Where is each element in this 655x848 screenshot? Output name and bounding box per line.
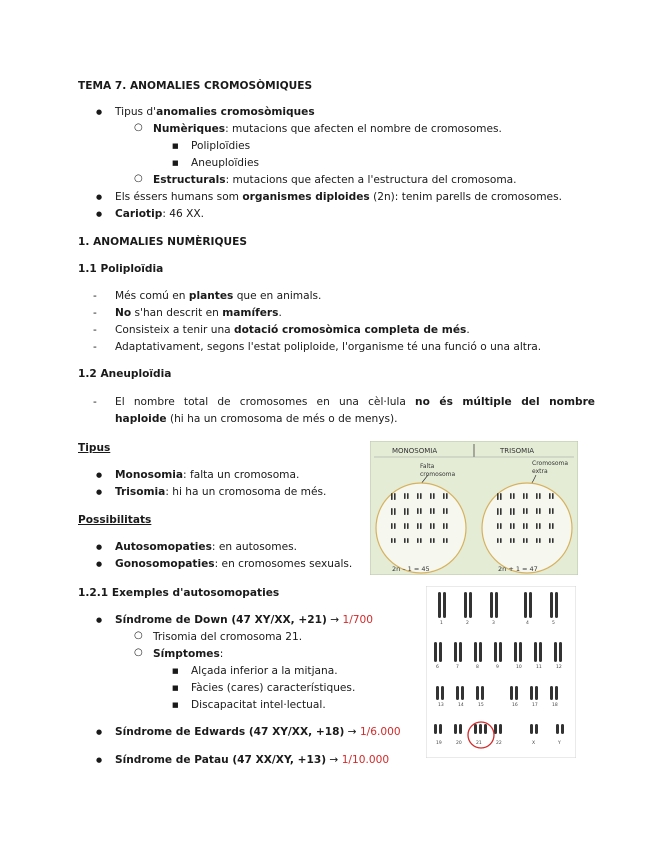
chromosome: [524, 592, 527, 618]
mini-chromosome: [513, 538, 515, 543]
bullet-autosomopaties: [115, 541, 297, 553]
chromosome: [459, 724, 462, 734]
mini-chromosome: [391, 508, 393, 515]
fig-left-note: Falta cromosoma: [420, 463, 456, 478]
chromosome: [454, 724, 457, 734]
mini-chromosome: [443, 538, 445, 543]
chromosome: [515, 686, 518, 700]
chromosome: [554, 642, 557, 662]
mini-chromosome: [430, 538, 432, 543]
mini-chromosome: [430, 523, 432, 529]
mini-chromosome: [526, 508, 528, 514]
mini-chromosome: [446, 508, 448, 514]
text: (hi ha un cromosoma de més o de menys).: [166, 413, 398, 425]
mini-chromosome: [430, 493, 432, 499]
chromosome-label: 17: [532, 703, 538, 708]
text-bold: Numèriques: [153, 123, 226, 135]
text: El nombre total de cromosomes en una cèl·lula: [115, 396, 416, 408]
mini-chromosome: [497, 538, 499, 543]
text: Els éssers humans som: [115, 191, 243, 203]
text: : mutacions que afecten a l'estructura del cromosoma.: [225, 174, 517, 186]
text: Adaptativament, segons l'estat poliploide, l'organisme té una funció o una altra.: [115, 341, 542, 353]
text: Més comú en: [115, 290, 189, 302]
mini-chromosome: [391, 523, 393, 529]
chromosome: [459, 642, 462, 662]
mini-chromosome: [552, 508, 554, 514]
tipus-heading: Tipus: [78, 442, 111, 454]
chromosome-label: 21: [476, 741, 482, 746]
text: :: [219, 648, 224, 660]
bullet-cariotip: [115, 208, 204, 220]
mini-chromosome: [526, 523, 528, 529]
text: : en cromosomes sexuals.: [214, 558, 353, 570]
chromosome: [439, 724, 442, 734]
chromosome-label: 9: [496, 665, 499, 670]
mini-chromosome: [430, 508, 432, 514]
mini-chromosome: [513, 493, 515, 499]
chromosome: [539, 642, 542, 662]
mini-chromosome: [539, 538, 541, 543]
chromosome-label: 5: [552, 621, 555, 626]
chromosome-label: 18: [552, 703, 558, 708]
mini-chromosome: [394, 523, 396, 529]
chromosome-label: 3: [492, 621, 495, 626]
mini-chromosome: [443, 493, 445, 499]
mini-chromosome: [526, 538, 528, 543]
chromosome: [439, 642, 442, 662]
bullet-patau: [115, 754, 389, 766]
text: : mutacions que afecten el nombre de cromosomes.: [225, 123, 502, 135]
mini-chromosome: [394, 538, 396, 543]
text-bold: no és múltiple del nombre: [415, 396, 595, 408]
mini-chromosome: [391, 493, 393, 500]
text-bold: Síndrome de Patau (47 XX/XY, +13): [115, 754, 327, 766]
mini-chromosome: [552, 523, 554, 529]
dash-item: [115, 396, 595, 408]
chromosome: [434, 724, 437, 734]
chromosome: [519, 642, 522, 662]
mini-chromosome: [433, 538, 435, 543]
chromosome: [530, 724, 533, 734]
sub-poliploidies: [191, 140, 250, 152]
sub-estructurals: [153, 174, 517, 186]
mini-chromosome: [552, 493, 554, 499]
text: .: [466, 324, 470, 336]
chromosome: [550, 686, 553, 700]
text: Poliploïdies: [191, 140, 251, 152]
chromosome: [559, 642, 562, 662]
mini-chromosome: [513, 523, 515, 529]
chromosome-label: 16: [512, 703, 518, 708]
text: Discapacitat intel·lectual.: [191, 699, 326, 711]
chromosome: [490, 592, 493, 618]
sub-trisomia21: [153, 631, 302, 643]
text: Tipus d': [115, 106, 157, 118]
chromosome-label: 22: [496, 741, 502, 746]
text: : en autosomes.: [211, 541, 298, 553]
mini-chromosome: [526, 493, 528, 499]
mini-chromosome: [510, 523, 512, 529]
text-bold: mamífers: [222, 307, 279, 319]
text: .: [278, 307, 282, 319]
sub-numeriques: [153, 123, 502, 135]
chromosome-label: 1: [440, 621, 443, 626]
chromosome-label: 8: [476, 665, 479, 670]
mini-chromosome: [523, 508, 525, 514]
mini-chromosome: [552, 538, 554, 543]
fig-left-title: MONOSOMIA: [392, 447, 438, 455]
symptom-item: [191, 665, 338, 677]
mini-chromosome: [404, 523, 406, 529]
chromosome: [479, 724, 482, 734]
mini-chromosome: [549, 493, 551, 499]
chromosome: [436, 686, 439, 700]
chromosome: [441, 686, 444, 700]
chromosome: [456, 686, 459, 700]
mini-chromosome: [549, 538, 551, 543]
monosomy-trisomy-figure: [370, 441, 578, 575]
text-bold: No: [115, 307, 132, 319]
chromosome: [534, 642, 537, 662]
mini-chromosome: [539, 523, 541, 529]
bullet-down: [115, 614, 373, 626]
text-bold: dotació cromosòmica completa de més: [234, 324, 467, 336]
mini-chromosome: [420, 523, 422, 529]
mini-chromosome: [497, 508, 499, 515]
chromosome: [530, 686, 533, 700]
text: Alçada inferior a la mitjana.: [191, 665, 338, 677]
mini-chromosome: [407, 493, 409, 499]
mini-chromosome: [500, 538, 502, 543]
mini-chromosome: [497, 523, 499, 529]
text: s'han descrit en: [131, 307, 223, 319]
sub-aneuploidies: [191, 157, 259, 169]
bullet-anomaly-types: [115, 106, 315, 118]
chromosome-21-extra: [484, 724, 487, 734]
chromosome: [494, 642, 497, 662]
text: Consisteix a tenir una: [115, 324, 235, 336]
text-bold: organismes diploides: [242, 191, 370, 203]
symptom-item: [191, 699, 326, 711]
chromosome: [535, 686, 538, 700]
mini-chromosome: [446, 493, 448, 499]
chromosome-label: 14: [458, 703, 464, 708]
text: Aneuploïdies: [191, 157, 259, 169]
mini-chromosome: [497, 493, 499, 500]
mini-chromosome: [513, 508, 515, 515]
mini-chromosome: [446, 538, 448, 543]
mini-chromosome: [443, 523, 445, 529]
text: : falta un cromosoma.: [183, 469, 300, 481]
chromosome: [510, 686, 513, 700]
mini-chromosome: [407, 538, 409, 543]
mini-chromosome: [391, 538, 393, 543]
mini-chromosome: [536, 538, 538, 543]
down-karyotype-figure: [426, 586, 576, 758]
text-bold: Monosomia: [115, 469, 184, 481]
chromosome: [438, 592, 441, 618]
dash-item-cont: [115, 413, 398, 425]
mini-chromosome: [417, 538, 419, 543]
chromosome: [469, 592, 472, 618]
arrow: →: [344, 726, 360, 738]
sub-simptomes: [153, 648, 223, 660]
mini-chromosome: [536, 508, 538, 514]
chromosome: [474, 724, 477, 734]
bullet-diploids: [115, 191, 562, 203]
dash-item: [115, 324, 470, 336]
text-bold: Síndrome de Down (47 XY/XX, +21): [115, 614, 327, 626]
chromosome-label: 12: [556, 665, 562, 670]
chromosome-label: 11: [536, 665, 542, 670]
text: : 46 XX.: [162, 208, 205, 220]
fig-right-note: Cromosoma extra: [532, 460, 569, 475]
chromosome: [555, 686, 558, 700]
text: : hi ha un cromosoma de més.: [165, 486, 327, 498]
bullet-monosomia: [115, 469, 299, 481]
page-title: TEMA 7. ANOMALIES CROMOSÒMIQUES: [78, 80, 313, 92]
chromosome: [499, 724, 502, 734]
mini-chromosome: [420, 538, 422, 543]
text-bold: plantes: [188, 290, 234, 302]
text-bold: Gonosomopaties: [115, 558, 215, 570]
fig-left-formula: 2n – 1 = 45: [392, 565, 430, 573]
subsection-heading: 1.2 Aneuploïdia: [78, 368, 172, 380]
mini-chromosome: [446, 523, 448, 529]
bullet-trisomia: [115, 486, 326, 498]
chromosome: [495, 592, 498, 618]
mini-chromosome: [510, 508, 512, 515]
mini-chromosome: [500, 523, 502, 529]
text-bold: haploide: [115, 413, 167, 425]
chromosome: [494, 724, 497, 734]
arrow: →: [326, 754, 342, 766]
chromosome-label: 10: [516, 665, 522, 670]
text: Fàcies (cares) característiques.: [191, 682, 356, 694]
dash-item: [115, 341, 541, 353]
mini-chromosome: [539, 508, 541, 514]
fig-right-title: TRISOMIA: [500, 447, 535, 455]
chromosome-label: 2: [466, 621, 469, 626]
text-bold: Trisomia: [115, 486, 166, 498]
text: que en animals.: [233, 290, 322, 302]
text-bold: Símptomes: [153, 648, 220, 660]
chromosome: [535, 724, 538, 734]
mini-chromosome: [536, 523, 538, 529]
chromosome: [454, 642, 457, 662]
chromosome-label: 7: [456, 665, 459, 670]
chromosome: [474, 642, 477, 662]
mini-chromosome: [539, 493, 541, 499]
bullet-edwards: [115, 726, 401, 738]
mini-chromosome: [549, 508, 551, 514]
chromosome: [529, 592, 532, 618]
frequency: 1/6.000: [359, 726, 401, 738]
subsection-heading: 1.2.1 Exemples d'autosomopaties: [78, 587, 280, 599]
text-bold: Síndrome de Edwards (47 XY/XX, +18): [115, 726, 345, 738]
mini-chromosome: [404, 508, 406, 515]
frequency: 1/700: [342, 614, 373, 626]
possibilitats-heading: Possibilitats: [78, 514, 152, 526]
chromosome-label: 19: [436, 741, 442, 746]
symptom-item: [191, 682, 355, 694]
chromosome-label: Y: [558, 741, 561, 746]
text-bold: anomalies cromosòmiques: [156, 106, 315, 118]
dash-item: [115, 307, 282, 319]
chromosome: [461, 686, 464, 700]
section-heading: 1. ANOMALIES NUMÈRIQUES: [78, 236, 247, 248]
mini-chromosome: [407, 508, 409, 515]
mini-chromosome: [404, 538, 406, 543]
chromosome-label: 6: [436, 665, 439, 670]
mini-chromosome: [417, 493, 419, 499]
mini-chromosome: [549, 523, 551, 529]
mini-chromosome: [500, 508, 502, 515]
mini-chromosome: [523, 523, 525, 529]
mini-chromosome: [404, 493, 406, 499]
subsection-heading: 1.1 Poliploïdia: [78, 263, 164, 275]
mini-chromosome: [536, 493, 538, 499]
chromosome: [514, 642, 517, 662]
chromosome: [556, 724, 559, 734]
chromosome: [476, 686, 479, 700]
chromosome-label: 20: [456, 741, 462, 746]
chromosome: [464, 592, 467, 618]
chromosome-label: 15: [478, 703, 484, 708]
mini-chromosome: [443, 508, 445, 514]
mini-chromosome: [420, 493, 422, 499]
chromosome-label: 4: [526, 621, 529, 626]
chromosome: [555, 592, 558, 618]
chromosome-label: 13: [438, 703, 444, 708]
text: Trisomia del cromosoma 21.: [153, 631, 303, 643]
bullet-gonosomopaties: [115, 558, 352, 570]
chromosome: [434, 642, 437, 662]
mini-chromosome: [417, 523, 419, 529]
mini-chromosome: [394, 493, 396, 500]
mini-chromosome: [510, 538, 512, 543]
chromosome: [479, 642, 482, 662]
text-bold: Autosomopaties: [115, 541, 212, 553]
mini-chromosome: [417, 508, 419, 514]
chromosome: [499, 642, 502, 662]
mini-chromosome: [433, 493, 435, 499]
text-bold: Cariotip: [115, 208, 163, 220]
fig-right-formula: 2n + 1 = 47: [498, 565, 538, 573]
text: (2n): tenim parells de cromosomes.: [369, 191, 562, 203]
mini-chromosome: [394, 508, 396, 515]
arrow: →: [326, 614, 343, 626]
mini-chromosome: [433, 523, 435, 529]
chromosome-label: X: [532, 741, 536, 746]
mini-chromosome: [523, 538, 525, 543]
dash-item: [115, 290, 321, 302]
chromosome: [481, 686, 484, 700]
mini-chromosome: [433, 508, 435, 514]
frequency: 1/10.000: [341, 754, 390, 766]
mini-chromosome: [500, 493, 502, 500]
mini-chromosome: [523, 493, 525, 499]
mini-chromosome: [407, 523, 409, 529]
chromosome: [550, 592, 553, 618]
chromosome: [561, 724, 564, 734]
text-bold: Estructurals: [153, 174, 226, 186]
mini-chromosome: [510, 493, 512, 499]
mini-chromosome: [420, 508, 422, 514]
chromosome: [443, 592, 446, 618]
